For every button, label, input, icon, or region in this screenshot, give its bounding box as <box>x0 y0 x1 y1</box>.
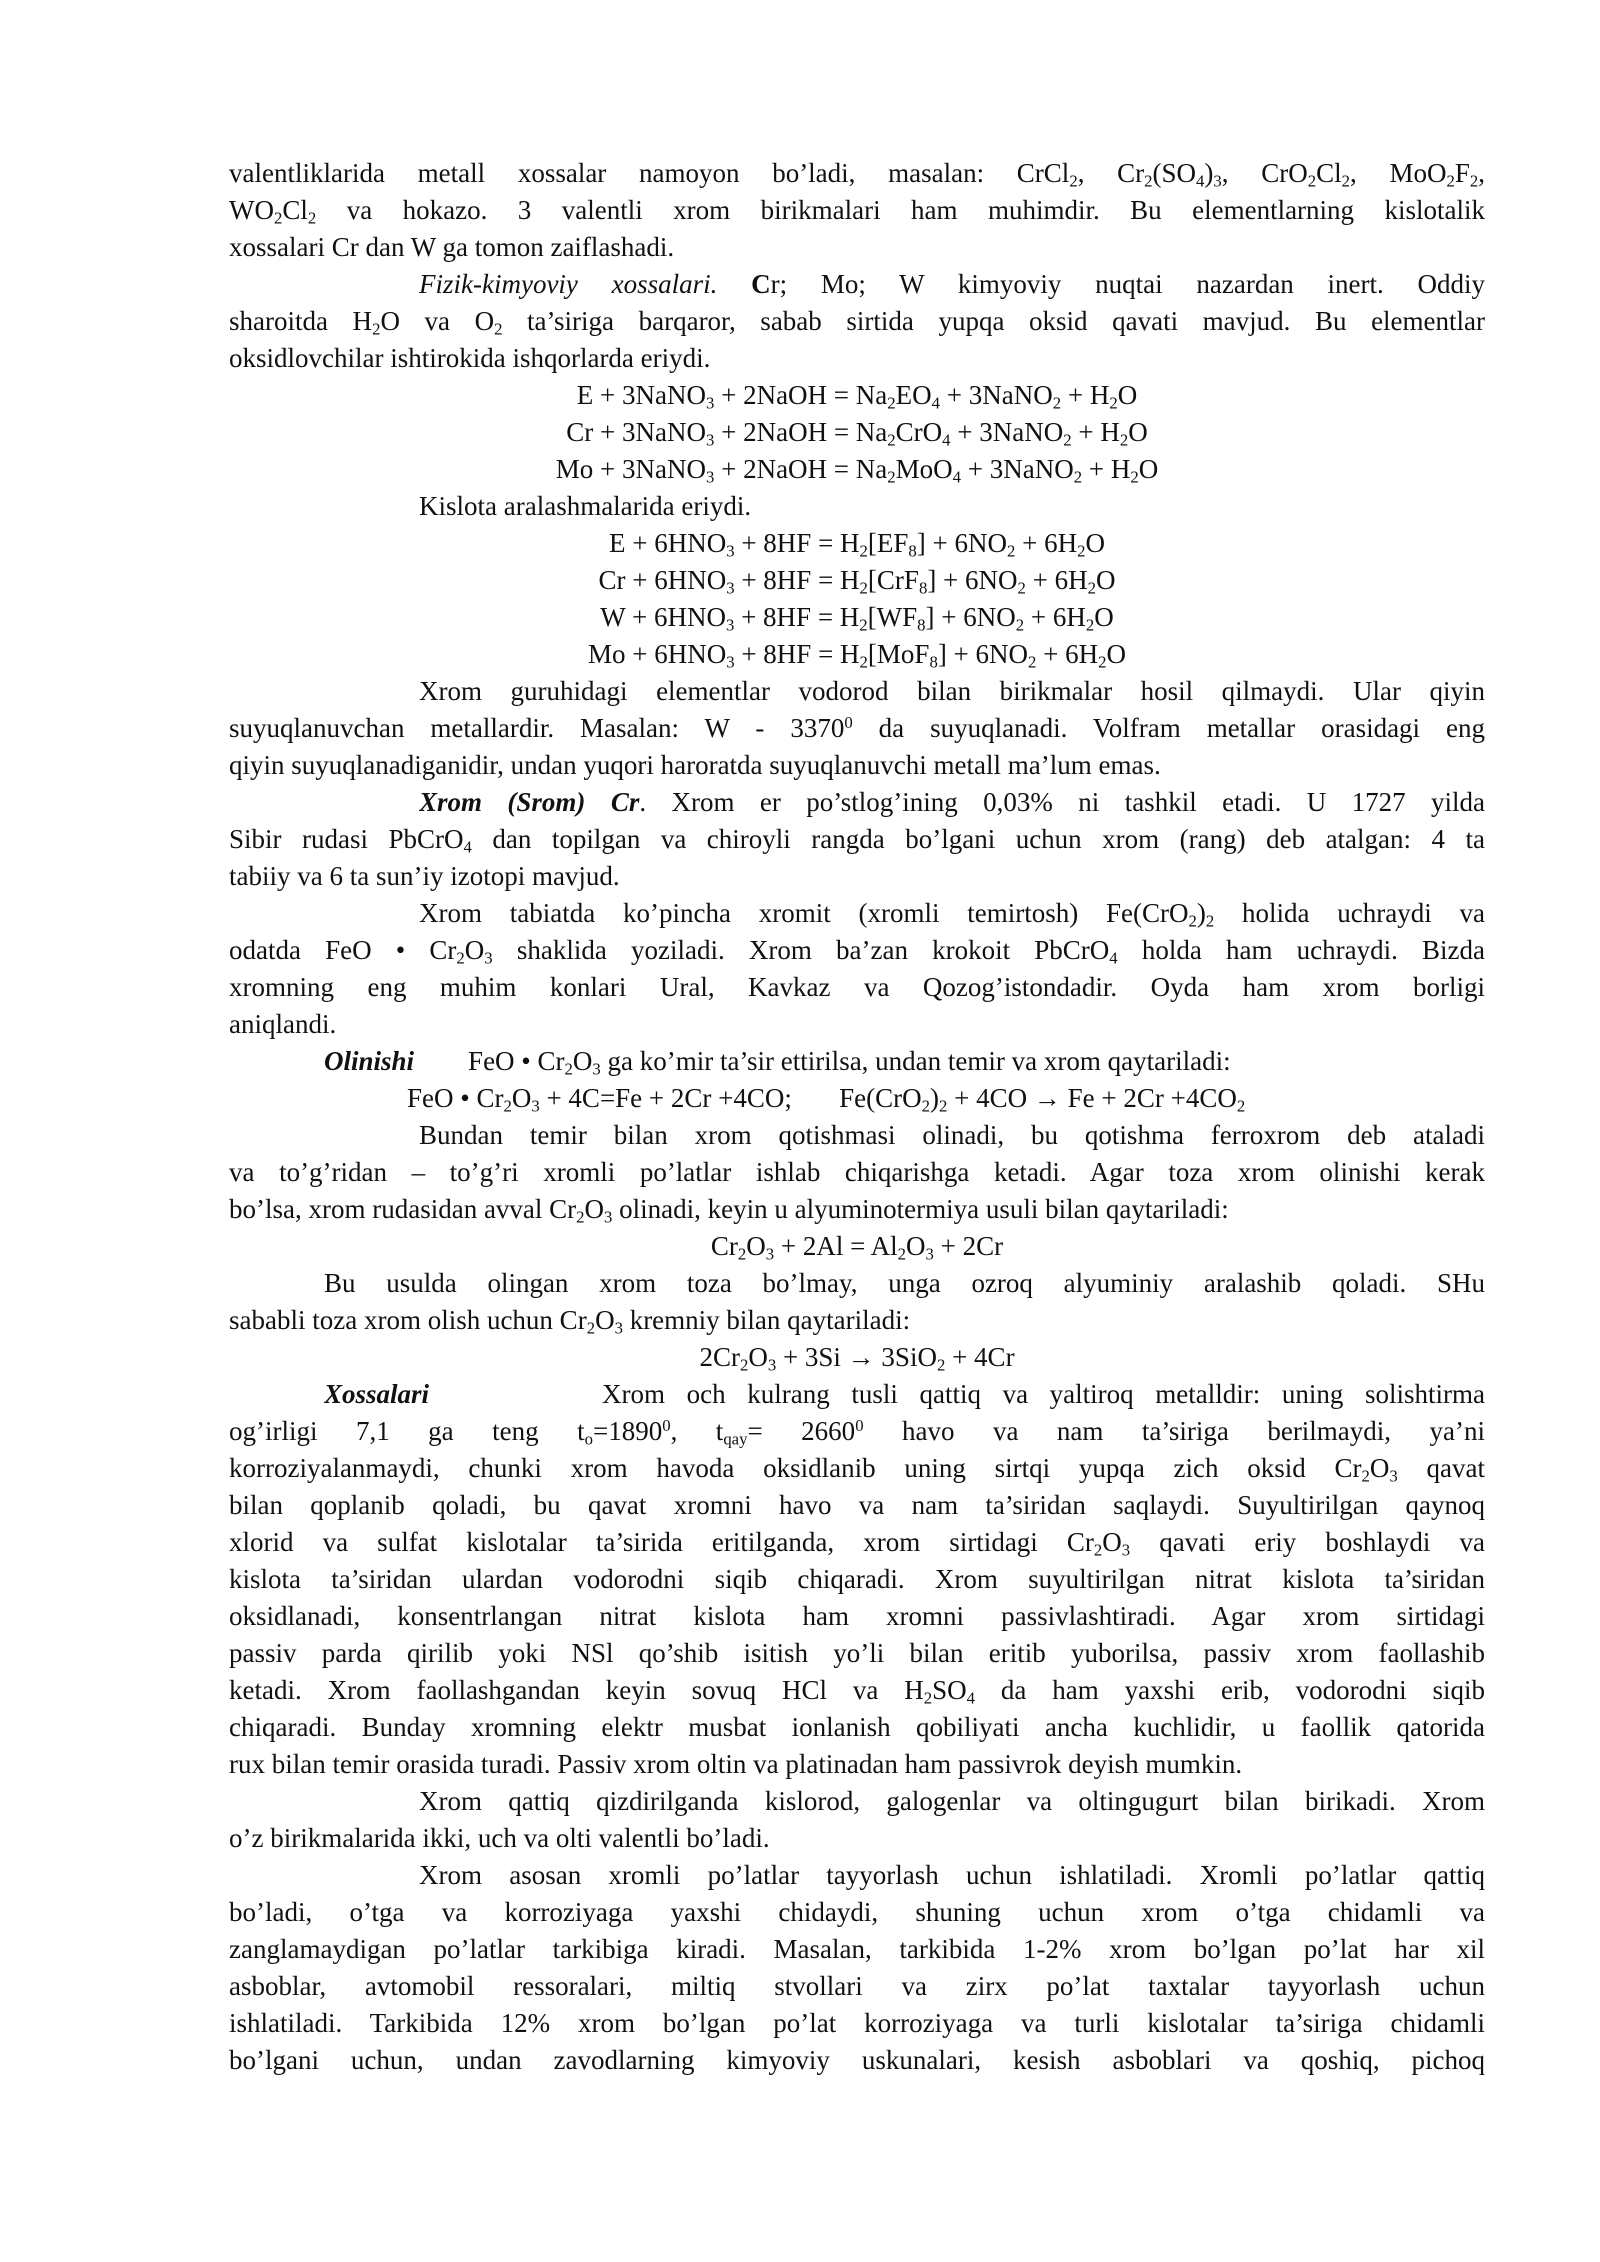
text-line: Kislota aralashmalarida eriydi. <box>419 491 752 521</box>
text-line: E + 3NaNO$_3$ + 2NaOH = $Na_2EO_4$ + 3NaNO$_2$ + $H_2O$ <box>576 380 1138 413</box>
text-line: $W + 6HNO_3 + 8HF = H_2[WF_8] + 6NO_2 + 6H_2O$ <box>600 602 1114 635</box>
text-line: FeO • $Cr_2O_3 + 4C=Fe + 2Cr +4CO$; $Fe(CrO_2)_2 + 4CO \to Fe + 2Cr +4CO_2$ <box>407 1083 1246 1116</box>
text-line: $Cr_2O_3 + 2Al = Al_2O_3 + 2Cr$ <box>710 1231 1004 1264</box>
text-line: zanglamaydigan po’latlar tarkibiga kiradi. Masalan, tarkibida 1-2% xrom bo’lgan po’lat har xil <box>229 1934 1485 1964</box>
text-line: Cr + 3NaNO$_3$ + 2NaOH = $Na_2CrO_4$ + 3NaNO$_2$ + $H_2O$ <box>566 417 1148 450</box>
text-line: bilan qoplanib qoladi, bu qavat xromni havo va nam ta’siridan saqlaydi. Suyultirilgan qaynoq <box>229 1490 1485 1520</box>
text-line: va to’g’ridan – to’g’ri xromli po’latlar ishlab chiqarishga ketadi. Agar toza xrom olinishi kerak <box>229 1157 1485 1187</box>
text-line: bo’lgani uchun, undan zavodlarning kimyoviy uskunalari, kesish asboblari va qoshiq, pichoq <box>229 2045 1485 2075</box>
text-line: Xrom tabiatda ko’pincha xromit (xromli temirtosh) $Fe(CrO_2)_2$ holida uchraydi va <box>419 898 1485 931</box>
text-line: Xrom asosan xromli po’latlar tayyorlash uchun ishlatiladi. Xromli po’latlar qattiq <box>419 1860 1485 1890</box>
text-line: sababli toza xrom olish uchun $Cr_2O_3$ kremniy bilan qaytariladi: <box>229 1305 911 1338</box>
text-line: Xrom qattiq qizdirilganda kislorod, galogenlar va oltingugurt bilan birikadi. Xrom <box>419 1786 1485 1816</box>
text-line: $WO_2Cl_2$ va hokazo. 3 valentli xrom birikmalari ham muhimdir. Bu elementlarning kislotalik <box>229 195 1485 228</box>
text-line: xossalari Cr dan W ga tomon zaiflashadi. <box>229 232 675 262</box>
text-line: valentliklarida metall xossalar namoyon bo’ladi, masalan: CrCl$_2$, $Cr_2(SO_4)_3$, $CrO_2Cl_2$, $MoO_2F_2$, <box>229 158 1485 191</box>
text-line: xromning eng muhim konlari Ural, Kavkaz va Qozog’istondadir. Oyda ham xrom borligi <box>229 972 1485 1002</box>
text-line: rux bilan temir orasida turadi. Passiv xrom oltin va platinadan ham passivrok deyish mumkin. <box>229 1749 1243 1779</box>
text-line: Xrom guruhidagi elementlar vodorod bilan birikmalar hosil qilmaydi. Ular qiyin <box>419 676 1485 706</box>
text-line: Fizik-kimyoviy xossalari. Cr; Mo; W kimyoviy nuqtai nazardan inert. Oddiy <box>419 269 1485 299</box>
text-line: $Mo + 6HNO_3 + 8HF = H_2[MoF_8] + 6NO_2 + 6H_2O$ <box>587 639 1127 672</box>
text-line: $E + 6HNO_3 + 8HF = H_2[EF_8] + 6NO_2 + 6H_2O$ <box>608 528 1105 561</box>
text-line: bo’lsa, xrom rudasidan avval $Cr_2O_3$ olinadi, keyin u alyuminotermiya usuli bilan qaytariladi: <box>229 1194 1229 1227</box>
text-line: bo’ladi, o’tga va korroziyaga yaxshi chidaydi, shuning uchun xrom o’tga chidamli va <box>229 1897 1485 1927</box>
text-line: Xrom (Srom) Cr. Xrom er po’stlog’ining 0,03% ni tashkil etadi. U 1727 yilda <box>419 787 1485 817</box>
text-line: Xossalari Xrom och kulrang tusli qattiq va yaltiroq metalldir: uning solishtirma <box>324 1379 1485 1409</box>
text-line: ketadi. Xrom faollashgandan keyin sovuq HCl va $H_2SO_4$ da ham yaxshi erib, vodorodni siqib <box>229 1675 1485 1708</box>
text-line: Mo + 3NaNO$_3$ + 2NaOH = $Na_2MoO_4$ + 3NaNO$_2$ + $H_2O$ <box>555 454 1159 487</box>
text-line: aniqlandi. <box>229 1009 337 1039</box>
text-line: Bundan temir bilan xrom qotishmasi olinadi, bu qotishma ferroxrom deb ataladi <box>419 1120 1485 1150</box>
text-line: Olinishi FeO • $Cr_2O_3$ ga ko’mir ta’sir ettirilsa, undan temir va xrom qaytariladi: <box>324 1046 1231 1079</box>
text-line: kislota ta’siridan ulardan vodorodni siqib chiqaradi. Xrom suyultirilgan nitrat kislota ta’siridan <box>229 1564 1485 1594</box>
text-line: odatda FeO • $Cr_2O_3$ shaklida yoziladi. Xrom ba’zan krokoit PbCrO$_4$ holda ham uchraydi. Bizda <box>229 935 1485 968</box>
text-line: Sibir rudasi PbCrO$_4$ dan topilgan va chiroyli rangda bo’lgani uchun xrom (rang) deb atalgan: 4 ta <box>229 824 1485 857</box>
text-line: qiyin suyuqlanadiganidir, undan yuqori haroratda suyuqlanuvchi metall ma’lum emas. <box>229 750 1161 780</box>
text-line: ishlatiladi. Tarkibida 12% xrom bo’lgan po’lat korroziyaga va turli kislotalar ta’siriga chidamli <box>229 2008 1485 2038</box>
text-line: $2Cr_2O_3 + 3Si \to 3SiO_2 + 4Cr$ <box>699 1342 1015 1375</box>
text-line: oksidlanadi, konsentrlangan nitrat kislota ham xromni passivlashtiradi. Agar xrom sirtidagi <box>229 1601 1485 1631</box>
text-line: asboblar, avtomobil ressoralari, miltiq stvollari va zirx po’lat taxtalar tayyorlash uchun <box>229 1971 1485 2001</box>
text-line: sharoitda $H_2O$ va $O_2$ ta’siriga barqaror, sabab sirtida yupqa oksid qavati mavjud. Bu elementlar <box>229 306 1485 339</box>
text-line: og’irligi 7,1 ga teng $t_o=1890^0$, $t_{qay}= 2660^0$ havo va nam ta’siriga berilmaydi, ya’ni <box>229 1415 1485 1449</box>
text-line: tabiiy va 6 ta sun’iy izotopi mavjud. <box>229 861 620 891</box>
text-line: korroziyalanmaydi, chunki xrom havoda oksidlanib uning sirtqi yupqa zich oksid $Cr_2O_3$ qavat <box>229 1453 1485 1486</box>
text-line: o’z birikmalarida ikki, uch va olti valentli bo’ladi. <box>229 1823 770 1853</box>
text-line: chiqaradi. Bunday xromning elektr musbat ionlanish qobiliyati ancha kuchlidir, u faollik qatorida <box>229 1712 1485 1742</box>
text-line: oksidlovchilar ishtirokida ishqorlarda eriydi. <box>229 343 711 373</box>
text-line: suyuqlanuvchan metallardir. Masalan: W - 3370$^0$ da suyuqlanadi. Volfram metallar orasidagi eng <box>229 712 1485 743</box>
text-line: xlorid va sulfat kislotalar ta’sirida eritilganda, xrom sirtidagi $Cr_2O_3$ qavati eriy boshlaydi va <box>229 1527 1485 1560</box>
text-line: $Cr + 6HNO_3 + 8HF = H_2[CrF_8] + 6NO_2 + 6H_2O$ <box>598 565 1116 598</box>
text-line: passiv parda qirilib yoki NSl qo’shib isitish yo’li bilan eritib yuborilsa, passiv xrom faollashib <box>229 1638 1485 1668</box>
text-line: Bu usulda olingan xrom toza bo’lmay, unga ozroq alyuminiy aralashib qoladi. SHu <box>324 1268 1485 1298</box>
